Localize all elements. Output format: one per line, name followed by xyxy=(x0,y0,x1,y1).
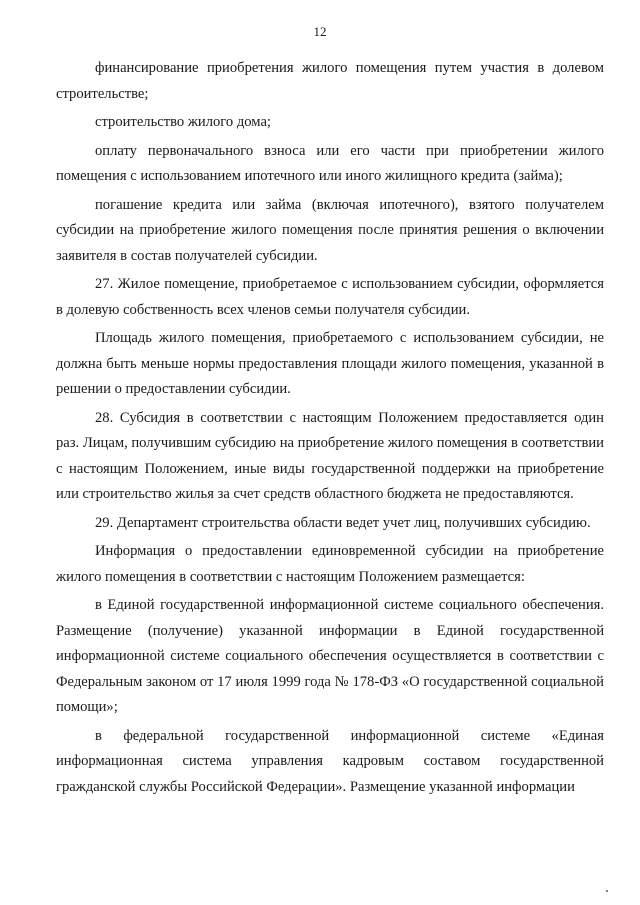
paragraph-egisso: в Единой государственной информационной системе социального обеспечения. Размещение (получение) указанной информации в Единой государственной информационной системе социального обеспечения осуществляется в соответствии с Федеральным законом от 17 июля 1999 года № 178-ФЗ «О государственной социальной помощи»; xyxy=(56,597,604,715)
page-number: 12 xyxy=(313,24,327,39)
paragraph-28: 28. Субсидия в соответствии с настоящим Положением предоставляется один раз. Лицам, получившим субсидию на приобретение жилого помещения в соответствии с настоящим Положением, иные виды государственной поддержки на приобретение или строительство жилья за счет средств областного бюджета не предоставляются. xyxy=(56,409,604,502)
paragraph-financing: финансирование приобретения жилого помещения путем участия в долевом строительстве; xyxy=(56,60,604,102)
paragraph-federal-system: в федеральной государственной информационной системе «Единая информационная система управления кадровым составом государственной гражданской службы Российской Федерации». Размещение указанной информации xyxy=(56,727,604,795)
paragraph-loan-repayment: погашение кредита или займа (включая ипотечного), взятого получателем субсидии на приобретение жилого помещения после принятия решения о включении заявителя в состав получателей субсидии. xyxy=(56,196,604,264)
paragraph-information: Информация о предоставлении единовременной субсидии на приобретение жилого помещения в соответствии с настоящим Положением размещается: xyxy=(56,543,604,585)
paragraph-27: 27. Жилое помещение, приобретаемое с использованием субсидии, оформляется в долевую собственность всех членов семьи получателя субсидии. xyxy=(56,276,604,318)
paragraph-initial-payment: оплату первоначального взноса или его части при приобретении жилого помещения с использованием ипотечного или иного жилищного кредита (займа); xyxy=(56,142,604,184)
document-body xyxy=(56,56,604,800)
scan-speck xyxy=(606,890,608,892)
paragraph-construction: строительство жилого дома; xyxy=(95,114,271,130)
paragraph-29: 29. Департамент строительства области ведет учет лиц, получивших субсидию. xyxy=(95,514,591,531)
paragraph-area: Площадь жилого помещения, приобретаемого с использованием субсидии, не должна быть меньше нормы предоставления площади жилого помещения, указанной в решении о предоставлении субсидии. xyxy=(56,330,604,397)
